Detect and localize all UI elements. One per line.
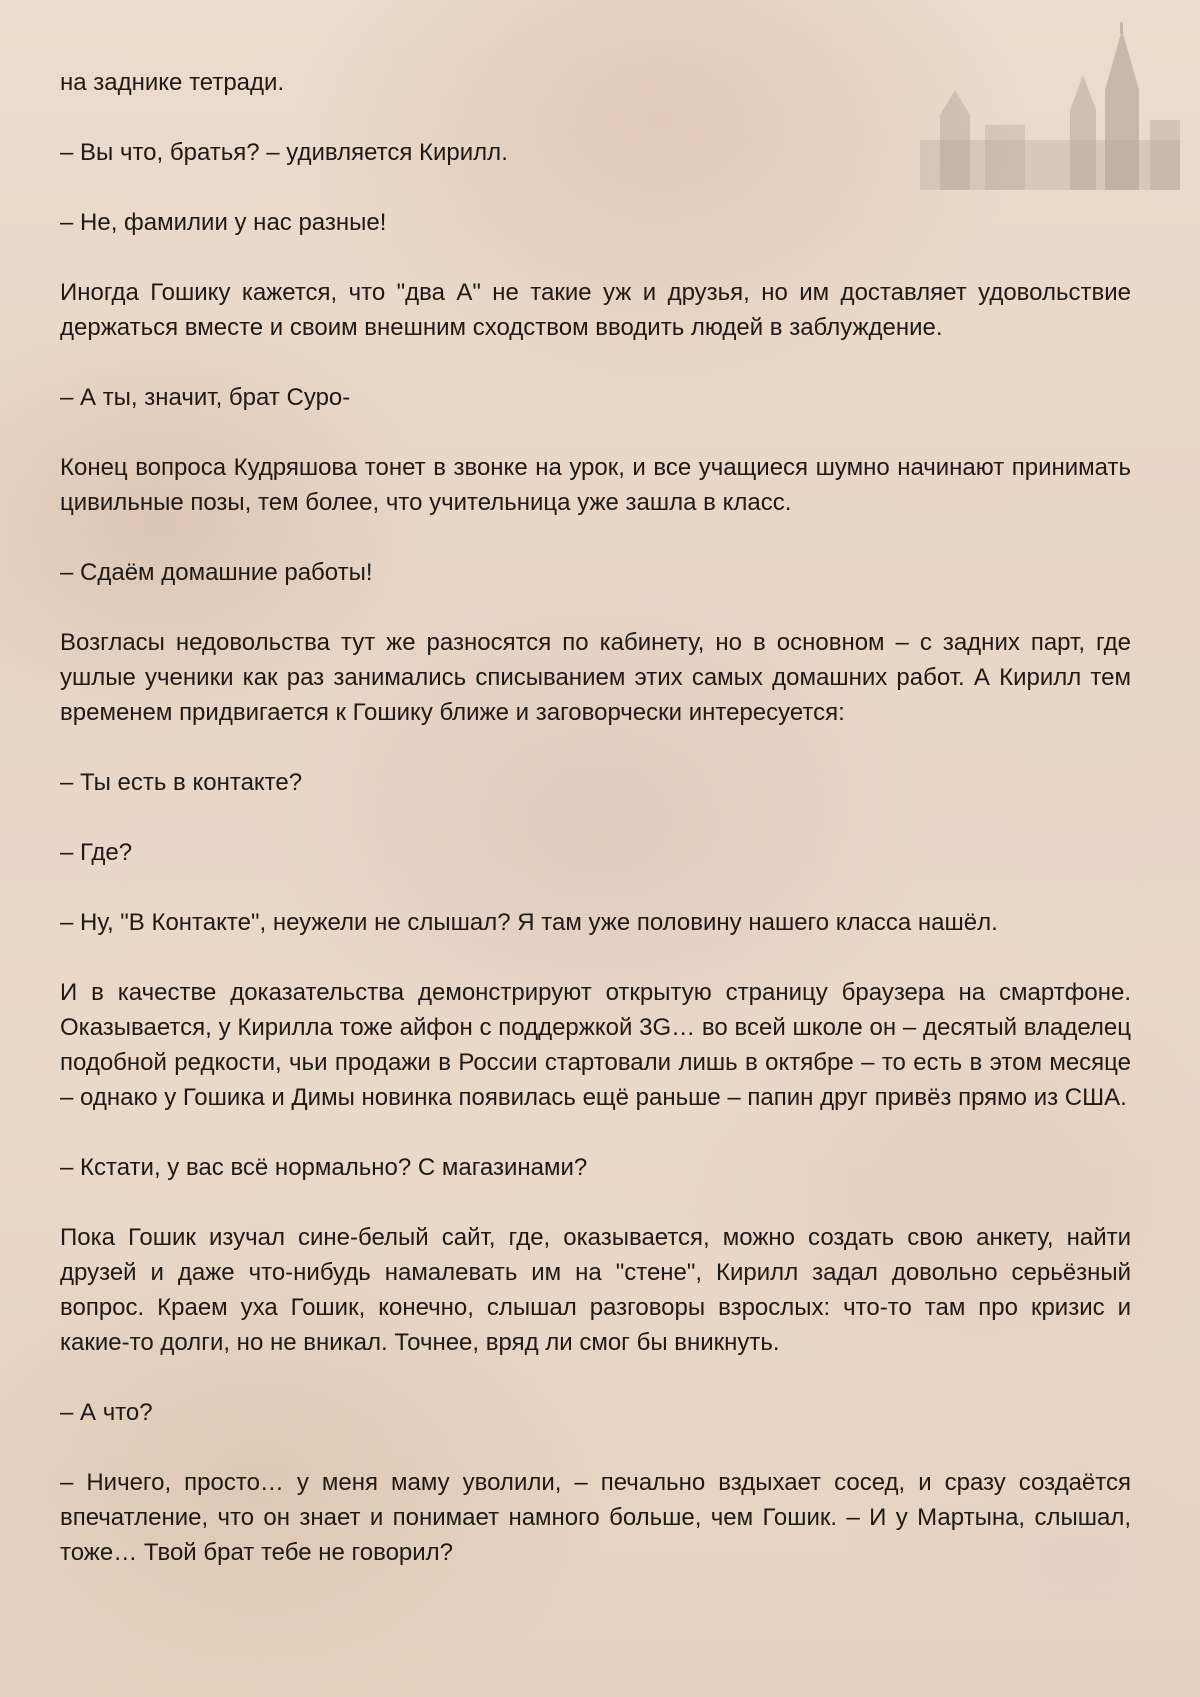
paragraph-7: – Сдаём домашние работы! bbox=[60, 559, 373, 586]
paragraph-10: – Где? bbox=[60, 839, 133, 866]
paragraph-1: на заднике тетради. bbox=[60, 69, 285, 96]
paragraph-13: – Кстати, у вас всё нормально? С магазинами? bbox=[60, 1154, 588, 1181]
paragraph-9: – Ты есть в контакте? bbox=[60, 769, 303, 796]
paragraph-12: И в качестве доказательства демонстрируют открытую страницу браузера на смартфоне. Оказывается, у Кирилла тоже айфон с поддержкой 3G… во всей школе он – десятый владелец подобной редкости, чьи продажи в России стартовали лишь в октябре – то есть в этом месяце – однако у Гошика и Димы новинка появилась ещё раньше – папин друг привёз прямо из США. bbox=[60, 979, 1131, 1111]
paragraph-14: Пока Гошик изучал сине-белый сайт, где, оказывается, можно создать свою анкету, найти друзей и даже что-нибудь намалевать им на "стене", Кирилл задал довольно серьёзный вопрос. Краем уха Гошик, конечно, слышал разговоры взрослых: что-то там про кризис и какие-то долги, но не вникал. Точнее, вряд ли смог бы вникнуть. bbox=[60, 1224, 1131, 1356]
paragraph-4: Иногда Гошику кажется, что "два А" не такие уж и друзья, но им доставляет удовольствие держаться вместе и своим внешним сходством вводить людей в заблуждение. bbox=[60, 279, 1131, 341]
paragraph-8: Возгласы недовольства тут же разносятся по кабинету, но в основном – с задних парт, где ушлые ученики как раз занимались списыванием этих самых домашних работ. А Кирилл тем временем придвигается к Гошику ближе и заговорчески интересуется: bbox=[60, 629, 1131, 726]
paragraph-3: – Не, фамилии у нас разные! bbox=[60, 209, 387, 236]
paragraph-11: – Ну, "В Контакте", неужели не слышал? Я там уже половину нашего класса нашёл. bbox=[60, 909, 998, 936]
paragraph-5: – А ты, значит, брат Суро- bbox=[60, 384, 351, 411]
paragraph-15: – А что? bbox=[60, 1399, 153, 1426]
document-page bbox=[60, 65, 1131, 1605]
paragraph-6: Конец вопроса Кудряшова тонет в звонке на урок, и все учащиеся шумно начинают принимать цивильные позы, тем более, что учительница уже зашла в класс. bbox=[60, 454, 1131, 516]
paragraph-2: – Вы что, братья? – удивляется Кирилл. bbox=[60, 139, 508, 166]
paragraph-16: – Ничего, просто… у меня маму уволили, – печально вздыхает сосед, и сразу создаётся впечатление, что он знает и понимает намного больше, чем Гошик. – И у Мартына, слышал, тоже… Твой брат тебе не говорил? bbox=[60, 1469, 1131, 1566]
